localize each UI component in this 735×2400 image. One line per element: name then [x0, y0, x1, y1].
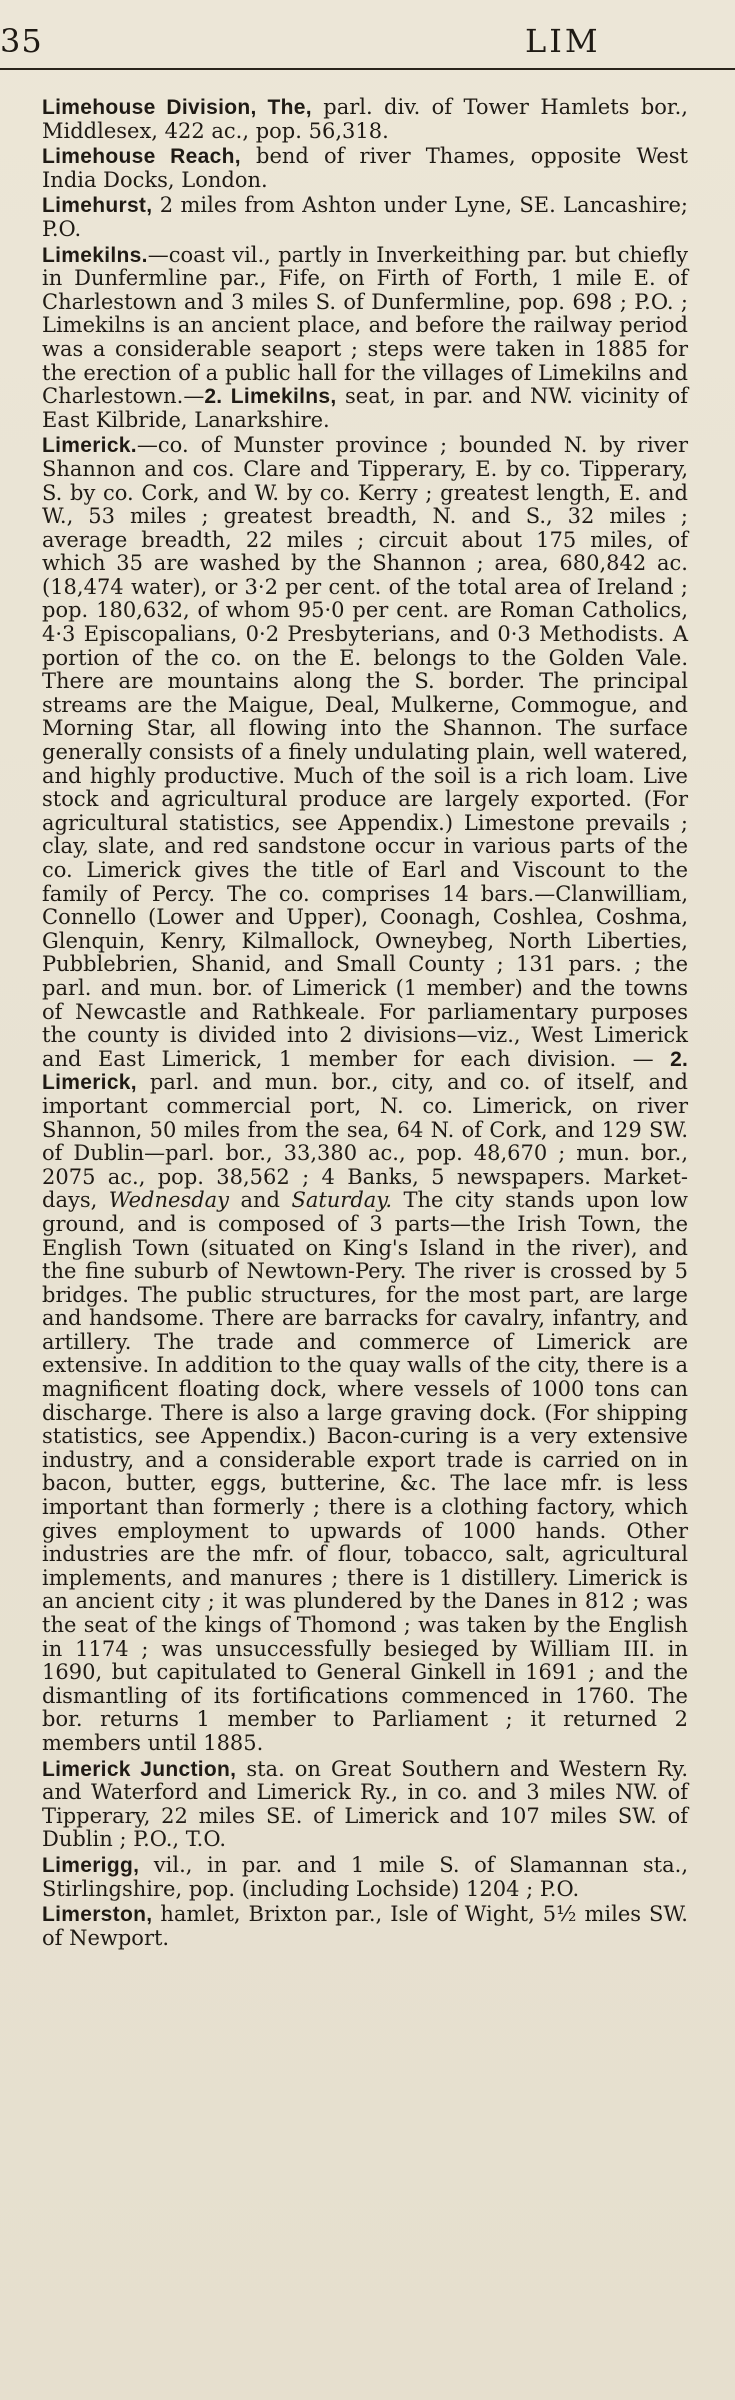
sub-entry-headword: Limerick, [42, 1071, 137, 1095]
market-day: Saturday. [291, 1188, 393, 1213]
entry-limehurst [42, 194, 688, 241]
header-rule [0, 68, 735, 70]
sub-entry-number: 2. [670, 1047, 688, 1071]
sub-entry-text: seat, in par. and NW. vicinity of East Kilbride, Lanarkshire. [42, 384, 688, 432]
entry-headword: Limehouse Division, The, [42, 96, 312, 119]
page-number: 35 [0, 22, 43, 60]
sub-entry-text: parl. and mun. bor., city, and co. of itself, and important commercial port, N. co. Limerick, on river Shannon, 50 miles from the sea, 64 N. of Cork, and 129 SW. of Dublin—parl. bor., 33,380 ac., pop. 48,670 ; mun. bor., 2075 ac., pop. 38,562 ; 4 Banks, 5 newspapers. Market-days, [42, 1070, 688, 1213]
sub-entry-text: and [229, 1188, 292, 1213]
entry-text: sta. on Great Southern and Western Ry. and Waterford and Limerick Ry., in co. and 3 miles NW. of Tipperary, 22 miles SE. of Limerick and 107 miles SW. of Dublin ; P.O., T.O. [42, 1756, 689, 1852]
entry-text: bend of river Thames, opposite West India Docks, London. [42, 144, 688, 192]
sub-entry-text: The city stands upon low ground, and is composed of 3 parts—the Irish Town, the English Town (situated on King's Island in the river), and the fine suburb of Newtown-Pery. The river is crossed by 5 bridges. The public structures, for the most part, are large and handsome. There are barracks for cavalry, infantry, and artillery. The trade and commerce of Limerick are extensive. In addition to the quay walls of the city, there is a magnificent floating dock, where vessels of 1000 tons can discharge. There is also a large graving dock. (For shipping statistics, see Appendix.) Bacon-curing is a very extensive industry, and a considerable export trade is carried on in bacon, butter, eggs, butterine, &c. The lace mfr. is less important than formerly ; there is a clothing factory, which gives employment to upwards of 1000 hands. Other industries are the mfr. of flour, tobacco, salt, agricultural implements, and manures ; there is 1 distillery. Limerick is an ancient city ; it was plundered by the Danes in 812 ; was the seat of the kings of Thomond ; was taken by the English in 1174 ; was unsuccessfully besieged by William III. in 1690, but capitulated to General Ginkell in 1691 ; and the dismantling of its fortifications commenced in 1760. The bor. returns 1 member to Parliament ; it returned 2 members until 1885. [42, 1188, 688, 1755]
entry-text: —co. of Munster province ; bounded N. by river Shannon and cos. Clare and Tipperary, E. by co. Tipperary, S. by co. Cork, and W. by co. Kerry ; greatest length, E. and W., 53 miles ; greatest breadth, N. and S., 32 miles ; average breadth, 22 miles ; circuit about 175 miles, of which 35 are washed by the Shannon ; area, 680,842 ac. (18,474 water), or 3·2 per cent. of the total area of Ireland ; pop. 180,632, of whom 95·0 per cent. are Roman Catholics, 4·3 Episcopalians, 0·2 Presbyterians, and 0·3 Methodists. A portion of the co. on the E. belongs to the Golden Vale. There are mountains along the S. border. The principal streams are the Maigue, Deal, Mulkerne, Commogue, and Morning Star, all flowing into the Shannon. The surface generally consists of a finely undulating plain, well watered, and highly productive. Much of the soil is a rich loam. Live stock and agricultural produce are largely exported. (For agricultural statistics, see Appendix.) Limestone prevails ; clay, slate, and red sandstone occur in various parts of the co. Limerick gives the title of Earl and Viscount to the family of Percy. The co. comprises 14 bars.—Clanwilliam, Connello (Lower and Upper), Coonagh, Coshlea, Coshma, Glenquin, Kenry, Kilmallock, Owneybeg, North Liberties, Pubblebrien, Shanid, and Small County ; 131 pars. ; the parl. and mun. bor. of Limerick (1 member) and the towns of Newcastle and Rathkeale. For parliamentary purposes the county is divided into 2 divisions—viz., West Limerick and East Limerick, 1 member for each division. — [42, 433, 688, 1071]
entry-text: 2 miles from Ashton under Lyne, SE. Lancashire; P.O. [42, 193, 688, 241]
entry-headword: Limehurst, [42, 194, 153, 218]
entry-limerigg [42, 1854, 688, 1901]
entry-headword: Limerick Junction, [42, 1757, 237, 1781]
entry-list [42, 96, 688, 1952]
entry-text: parl. div. of Tower Hamlets bor., Middlesex, 422 ac., pop. 56,318. [42, 95, 688, 143]
entry-text: —coast vil., partly in Inverkeithing par. but chiefly in Dunfermline par., Fife, on Firth of Forth, 1 mile E. of Charlestown and 3 miles S. of Dunfermline, pop. 698 ; P.O. ; Limekilns is an ancient place, and before the railway period was a considerable seaport ; steps were taken in 1885 for the erection of a public hall for the villages of Limekilns and Charlestown.— [42, 242, 688, 409]
entry-limekilns [42, 244, 688, 433]
entry-limerick-junction [42, 1758, 688, 1852]
entry-headword: Limekilns. [42, 243, 148, 267]
running-head [0, 0, 735, 76]
entry-headword: Limerston, [42, 1903, 153, 1927]
market-day: Wednesday [108, 1188, 230, 1213]
entry-limerick [42, 434, 688, 1755]
entry-text: vil., in par. and 1 mile S. of Slamannan sta., Stirlingshire, pop. (including Lochside) 1204 ; P.O. [42, 1852, 688, 1901]
section-head-word: LIM [525, 22, 601, 60]
entry-limehouse-reach [42, 145, 688, 192]
entry-headword: Limerick. [42, 434, 137, 458]
sub-entry-headword: Limekilns, [230, 385, 337, 409]
entry-text: hamlet, Brixton par., Isle of Wight, 5½ miles SW. of Newport. [42, 1902, 688, 1950]
entry-headword: Limehouse Reach, [42, 145, 241, 169]
entry-limehouse-division [42, 96, 688, 143]
sub-entry-number: 2. [204, 385, 223, 409]
entry-headword: Limerigg, [42, 1853, 140, 1877]
entry-limerston [42, 1903, 688, 1950]
